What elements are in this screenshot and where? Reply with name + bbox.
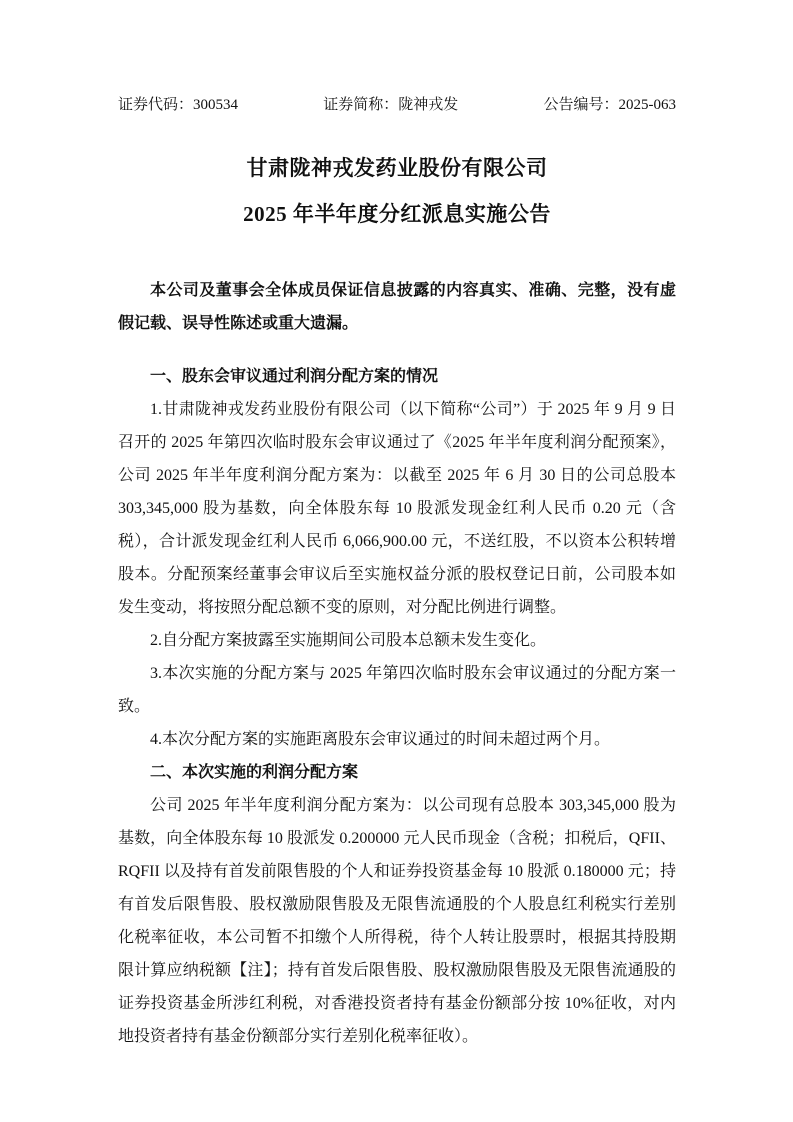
stock-code-label: 证券代码：300534 [118, 97, 239, 113]
section-1-item-3: 3.本次实施的分配方案与 2025 年第四次临时股东会审议通过的分配方案一致。 [118, 665, 676, 715]
document-title: 甘肃陇神戎发药业股份有限公司 [246, 156, 548, 180]
announcement-number-label: 公告编号：2025-063 [543, 97, 676, 113]
document-header [118, 96, 676, 115]
stock-name-label: 证券简称：陇神戎发 [323, 97, 459, 113]
section-1-heading: 一、股东会审议通过利润分配方案的情况 [150, 368, 439, 385]
document-subtitle: 2025 年半年度分红派息实施公告 [243, 202, 551, 226]
disclaimer-statement: 本公司及董事会全体成员保证信息披露的内容真实、准确、完整，没有虚假记载、误导性陈述或重大遗漏。 [118, 282, 676, 332]
section-1-item-4: 4.本次分配方案的实施距离股东会审议通过的时间未超过两个月。 [150, 731, 611, 748]
section-2-heading: 二、本次实施的利润分配方案 [150, 764, 359, 781]
section-2-body: 公司 2025 年半年度利润分配方案为：以公司现有总股本 303,345,000 股为基数，向全体股东每 10 股派发 0.200000 元人民币现金（含税；扣税后，QFII、RQFII 以及持有首发前限售股的个人和证券投资基金每 10 股派 0.180000 元；持有首发后限售股、股权激励限售股及无限售流通股的个人股息红利税实行差别化税率征收，本公司暂不扣缴个人所得税，待个人转让股票时，根据其持股期限计算应纳税额【注】；持有首发后限售股、股权激励限售股及无限售流通股的证券投资基金所涉红利税，对香港投资者持有基金份额部分按 10%征收，对内地投资者持有基金份额部分实行差别化税率征收）。 [118, 797, 676, 1045]
section-1-item-2: 2.自分配方案披露至实施期间公司股本总额未发生变化。 [150, 632, 547, 649]
section-1-item-1: 1.甘肃陇神戎发药业股份有限公司（以下简称“公司”）于 2025 年 9 月 9 日召开的 2025 年第四次临时股东会审议通过了《2025 年半年度利润分配预案》，公司 2025 年半年度利润分配方案为：以截至 2025 年 6 月 30 日的公司总股本 303,345,000 股为基数，向全体股东每 10 股派发现金红利人民币 0.20 元（含税），合计派发现金红利人民币 6,066,900.00 元，不送红股，不以资本公积转增股本。分配预案经董事会审议后至实施权益分派的股权登记日前，公司股本如发生变动，将按照分配总额不变的原则，对分配比例进行调整。 [118, 401, 676, 616]
